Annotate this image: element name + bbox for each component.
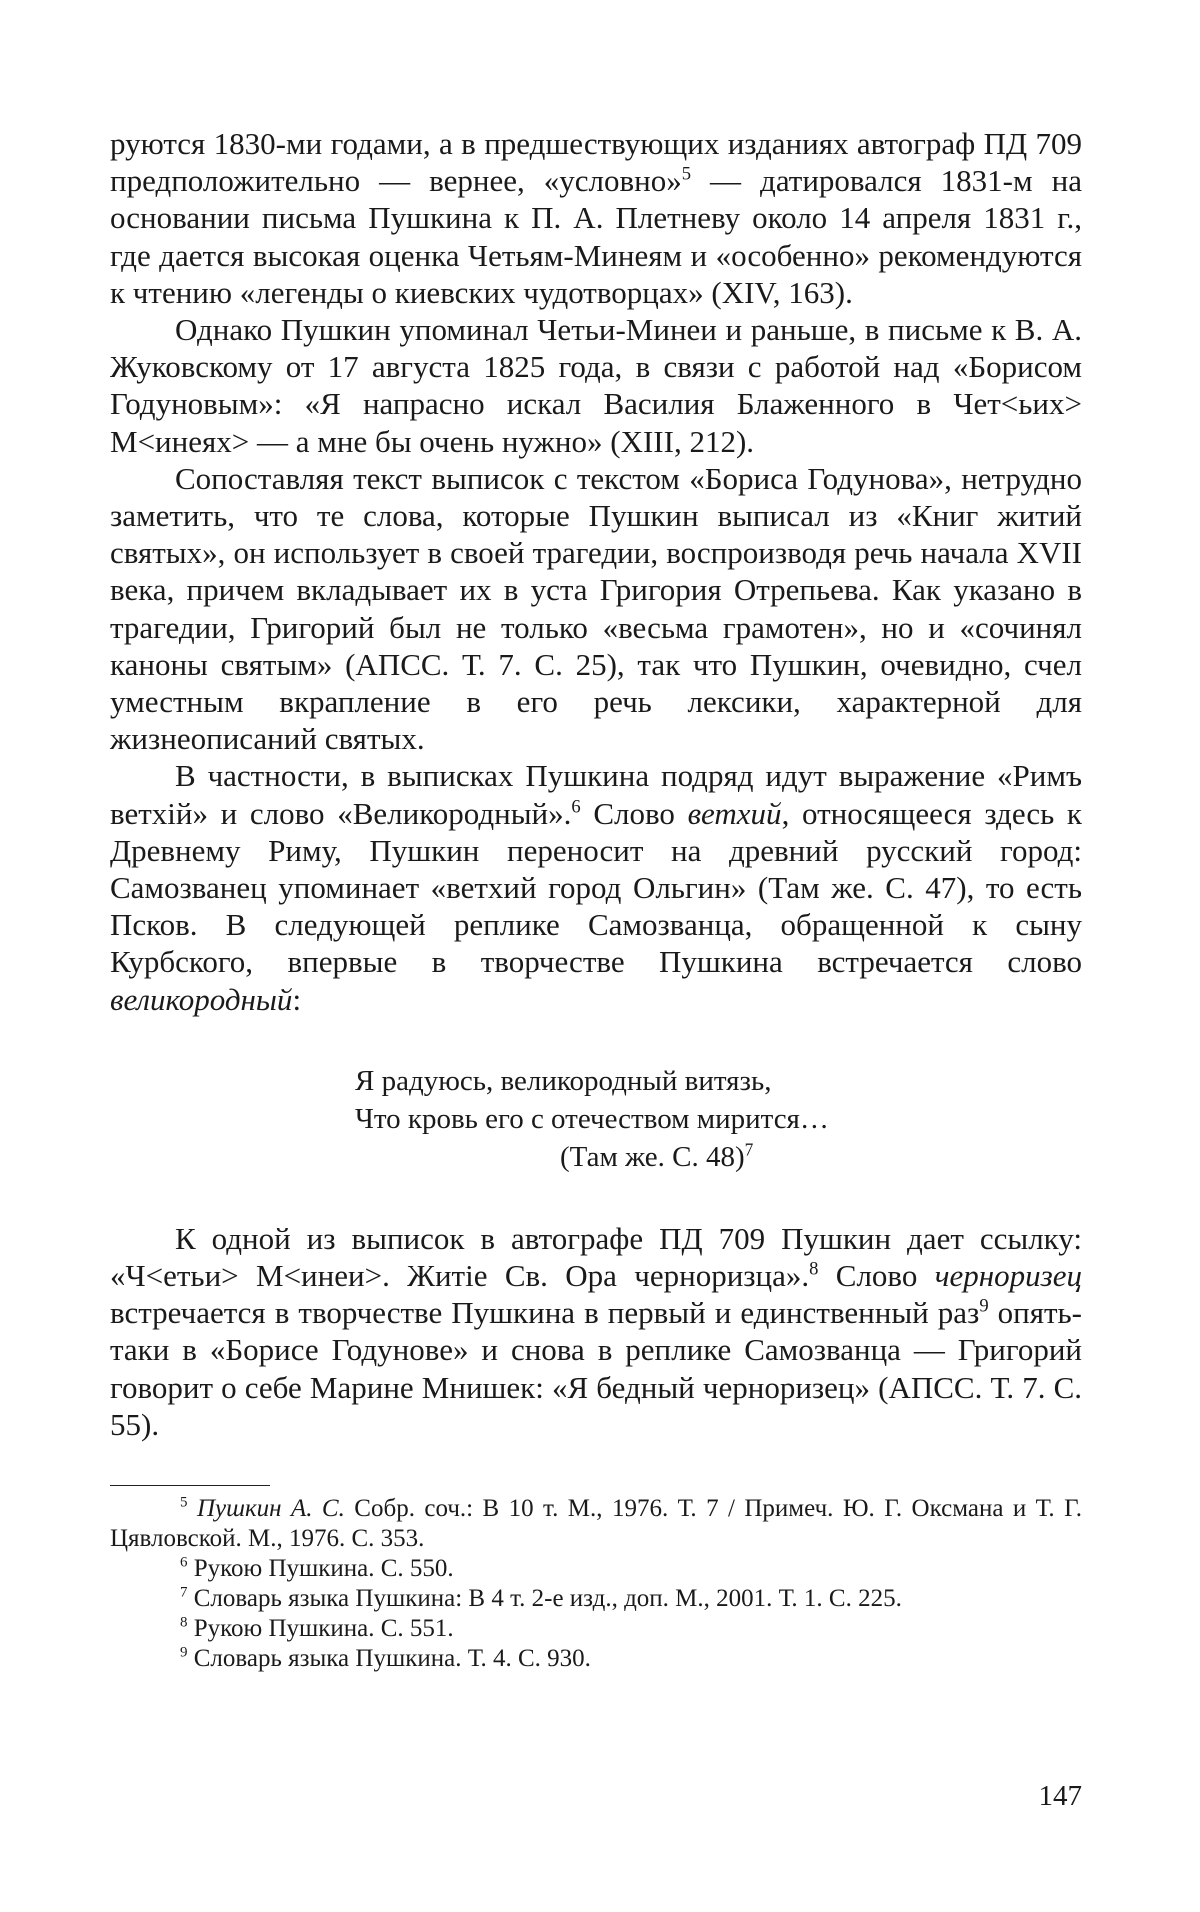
footnote-number: 9: [180, 1644, 188, 1661]
paragraph-5: [110, 1220, 1082, 1443]
footnote-ref-9[interactable]: 9: [979, 1295, 989, 1317]
italic-term: черноризец: [934, 1258, 1082, 1294]
footnote-text: Рукою Пушкина. С. 550.: [187, 1555, 454, 1583]
footnote-text: Собр. соч.: В 10 т. М., 1976. Т. 7 / Примеч. Ю. Г. Оксмана и Т. Г. Цявловской. М., 1976. С. 353.: [110, 1495, 1082, 1553]
footnote-6: [110, 1554, 1082, 1584]
paragraph-text: опять-таки в «Борисе Годунове» и снова в реплике Самозванца — Григорий говорит о себе Марине Мнишек: «Я бедный черноризец» (АПСС. Т. 7. С. 55).: [110, 1295, 1083, 1442]
verse-line-2: Что кровь его с отечеством мирится…: [355, 1102, 829, 1135]
paragraph-2: Однако Пушкин упоминал Четьи-Минеи и раньше, в письме к В. А. Жуковскому от 17 августа 1825 года, в связи с работой над «Борисом Годуновым»: «Я напрасно искал Василия Блаженного в Чет<ьих> М<инеях> — а мне бы очень нужно» (XIII, 212).: [110, 312, 1082, 459]
footnote-text: Рукою Пушкина. С. 551.: [187, 1615, 454, 1643]
verse-quote: [355, 1062, 1082, 1176]
paragraph-1: [110, 125, 1082, 311]
italic-term: ветхий: [687, 795, 782, 831]
footnote-7: [110, 1584, 1082, 1614]
paragraph-text: , относящееся здесь к Древнему Риму, Пушкин переносит на древний русский город: Самозванец упоминает «ветхий город Ольгин» (Там же. С. 47), то есть Псков. В следующей реплике Самозванца, обращенной к сыну Курбского, впервые в творчестве Пушкина встречается слово: [110, 795, 1082, 980]
verse-source-text: (Там же. С. 48): [560, 1140, 745, 1173]
paragraph-4: [110, 757, 1082, 1017]
footnote-ref-6[interactable]: 6: [571, 796, 581, 818]
paragraph-text: встречается в творчестве Пушкина в первый и единственный раз: [110, 1295, 980, 1331]
footnote-8: [110, 1614, 1082, 1644]
paragraph-3: Сопоставляя текст выписок с текстом «Бориса Годунова», нетрудно заметить, что те слова, которые Пушкин выписал из «Книг житий святых», он использует в своей трагедии, воспроизводя речь начала XVII века, причем вкладывает их в уста Григория Отрепьева. Как указано в трагедии, Григорий был не только «весьма грамотен», но и «сочинял каноны святым» (АПСС. Т. 7. С. 25), так что Пушкин, очевидно, счел уместным вкрапление в его речь лексики, характерной для жизнеописаний святых.: [110, 460, 1082, 757]
italic-term: великородный: [110, 981, 293, 1017]
footnote-5: [110, 1494, 1082, 1554]
footnote-text: Словарь языка Пушкина. Т. 4. С. 930.: [187, 1645, 591, 1673]
paragraph-text: Слово: [580, 795, 688, 831]
footnote-number: 7: [180, 1584, 188, 1601]
paragraph-text: руются 1830-ми годами, а в предшествующих изданиях автограф ПД 709 предположительно — вернее, «условно»: [110, 126, 1082, 199]
footnote-text: Словарь языка Пушкина: В 4 т. 2-е изд., доп. М., 2001. Т. 1. С. 225.: [187, 1585, 902, 1613]
paragraph-text: В частности, в выписках Пушкина подряд идут выражение «Римъ ветхiй» и слово «Великородный».: [110, 758, 1082, 831]
paragraph-text: :: [292, 981, 302, 1017]
footnote-ref-7[interactable]: 7: [744, 1139, 754, 1160]
footnote-ref-8[interactable]: 8: [809, 1258, 819, 1280]
verse-source: [355, 1138, 1082, 1176]
paragraph-text: К одной из выписок в автографе ПД 709 Пушкин дает ссылку: «Ч<етьи> М<инеи>. Житiе Св. Ора черноризца».: [110, 1220, 1082, 1294]
paragraph-text: Слово: [818, 1258, 935, 1294]
footnote-author: Пушкин А. С.: [196, 1495, 345, 1523]
footnote-number: 6: [180, 1554, 188, 1571]
footnote-ref-5[interactable]: 5: [681, 163, 691, 185]
footnote-number: 5: [180, 1494, 188, 1511]
footnote-divider: [110, 1485, 270, 1486]
verse-line-1: Я радуюсь, великородный витязь,: [355, 1064, 772, 1097]
page-body: [110, 125, 1082, 1674]
page-number: 147: [1038, 1780, 1082, 1812]
paragraph-text: — датировался 1831-м на основании письма Пушкина к П. А. Плетневу около 14 апреля 1831 г., где дается высокая оценка Четьям-Минеям и «особенно» рекомендуются к чтению «легенды о киевских чудотворцах» (XIV, 163).: [110, 163, 1082, 310]
footnote-9: [110, 1644, 1082, 1674]
footnote-number: 8: [180, 1614, 188, 1631]
